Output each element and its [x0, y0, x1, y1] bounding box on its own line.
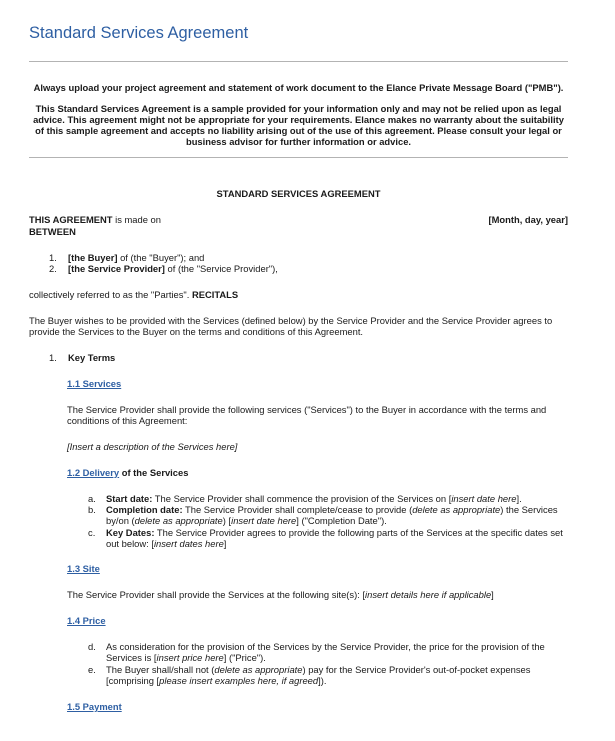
bottom-divider	[29, 157, 568, 158]
between-label: BETWEEN	[29, 226, 76, 237]
agreement-heading: STANDARD SERVICES AGREEMENT	[216, 188, 381, 199]
item-label: Completion date:	[106, 504, 183, 515]
party-description: of (the "Service Provider"),	[164, 263, 278, 274]
site-paragraph	[67, 589, 494, 600]
item-text: The Service Provider shall complete/cease to provide (	[182, 504, 413, 515]
list-letter: a.	[88, 493, 96, 504]
services-insert-placeholder: [Insert a description of the Services here]	[67, 441, 238, 452]
price-consideration-item	[106, 641, 571, 663]
item-text: ]	[223, 538, 227, 549]
site-text: The Service Provider shall provide the Services at the following site(s): [	[67, 589, 366, 600]
section-site-heading	[67, 563, 100, 574]
upload-notice: Always upload your project agreement and statement of work document to the Elance Private Message Board ("PMB").	[33, 82, 564, 93]
list-letter: c.	[88, 527, 96, 538]
item-italic: delete as appropriate	[134, 515, 223, 526]
item-text: As consideration for the provision of the Services by the Service Provider, the price for the provision of the Services is [	[106, 641, 545, 663]
price-link[interactable]: 1.4 Price	[67, 615, 106, 626]
party-name: [the Buyer]	[68, 252, 118, 263]
payment-link[interactable]: 1.5 Payment	[67, 701, 122, 712]
item-italic: insert price here	[156, 652, 224, 663]
date-placeholder: [Month, day, year]	[488, 214, 568, 225]
delivery-link[interactable]: 1.2 Delivery	[67, 467, 120, 478]
item-text: The Buyer shall/shall not (	[106, 664, 215, 675]
key-terms-heading: Key Terms	[68, 352, 116, 363]
price-expenses-item	[106, 664, 571, 686]
item-text: The Service Provider agrees to provide the following parts of the Services at the specific dates set out below: [	[106, 527, 563, 549]
item-label: Key Dates:	[106, 527, 155, 538]
list-letter: b.	[88, 504, 96, 515]
item-text: ) the Services by/on (	[106, 504, 558, 526]
key-terms-number: 1.	[49, 352, 57, 363]
made-on-rest: is made on	[112, 214, 161, 225]
made-on-bold: THIS AGREEMENT	[29, 214, 113, 225]
top-divider	[29, 61, 568, 62]
item-italic: delete as appropriate	[412, 504, 501, 515]
item-italic: please insert examples here, if agreed	[159, 675, 319, 686]
document-title: Standard Services Agreement	[29, 24, 249, 42]
party-number: 1.	[49, 252, 57, 263]
collectively-text: collectively referred to as the "Parties".	[29, 289, 192, 300]
party-name: [the Service Provider]	[68, 263, 165, 274]
made-on-line	[29, 214, 161, 225]
recitals-label: RECITALS	[191, 289, 239, 300]
item-label: Start date:	[106, 493, 153, 504]
collectively-line	[29, 289, 238, 300]
section-services-heading	[67, 378, 121, 389]
party-service-provider	[68, 263, 278, 274]
item-text: The Service Provider shall commence the provision of the Services on [	[152, 493, 452, 504]
delivery-heading-rest: of the Services	[119, 467, 189, 478]
item-text: ) pay for the Service Provider's out-of-pocket expenses [comprising [	[106, 664, 531, 686]
item-text: ) [	[222, 515, 232, 526]
section-payment-heading	[67, 701, 122, 712]
section-price-heading	[67, 615, 106, 626]
item-italic: insert date here	[231, 515, 297, 526]
site-link[interactable]: 1.3 Site	[67, 563, 100, 574]
item-text: ].	[516, 493, 522, 504]
item-text: ] ("Price").	[223, 652, 266, 663]
item-text: ]).	[318, 675, 327, 686]
disclaimer-notice: This Standard Services Agreement is a sample provided for your information only and may not be relied upon as legal advice. This agreement might not be appropriate for your requirements. Elance makes no warranty about the suitability of this sample agreement and accepts no liability arising out of the use of this agreement. Please consult your legal or business advisor for further information or advice.	[33, 103, 564, 147]
party-description: of (the "Buyer"); and	[117, 252, 205, 263]
item-italic: insert date here	[451, 493, 517, 504]
item-italic: insert dates here	[153, 538, 224, 549]
party-number: 2.	[49, 263, 57, 274]
item-italic: delete as appropriate	[214, 664, 303, 675]
delivery-start-date-item	[106, 493, 571, 504]
services-paragraph: The Service Provider shall provide the following services ("Services") to the Buyer in accordance with the terms and conditions of this Agreement:	[67, 404, 547, 426]
site-italic: insert details here if applicable	[365, 589, 492, 600]
recital-paragraph: The Buyer wishes to be provided with the Services (defined below) by the Service Provider and the Service Provider agrees to provide the Services to the Buyer on the terms and conditions of this Agreement.	[29, 315, 553, 337]
delivery-key-dates-item	[106, 527, 571, 549]
list-letter: d.	[88, 641, 96, 652]
item-text: ] ("Completion Date").	[296, 515, 387, 526]
party-buyer	[68, 252, 204, 263]
site-text-end: ]	[491, 589, 494, 600]
section-delivery-heading	[67, 467, 188, 478]
services-link[interactable]: 1.1 Services	[67, 378, 122, 389]
delivery-completion-date-item	[106, 504, 571, 526]
list-letter: e.	[88, 664, 96, 675]
